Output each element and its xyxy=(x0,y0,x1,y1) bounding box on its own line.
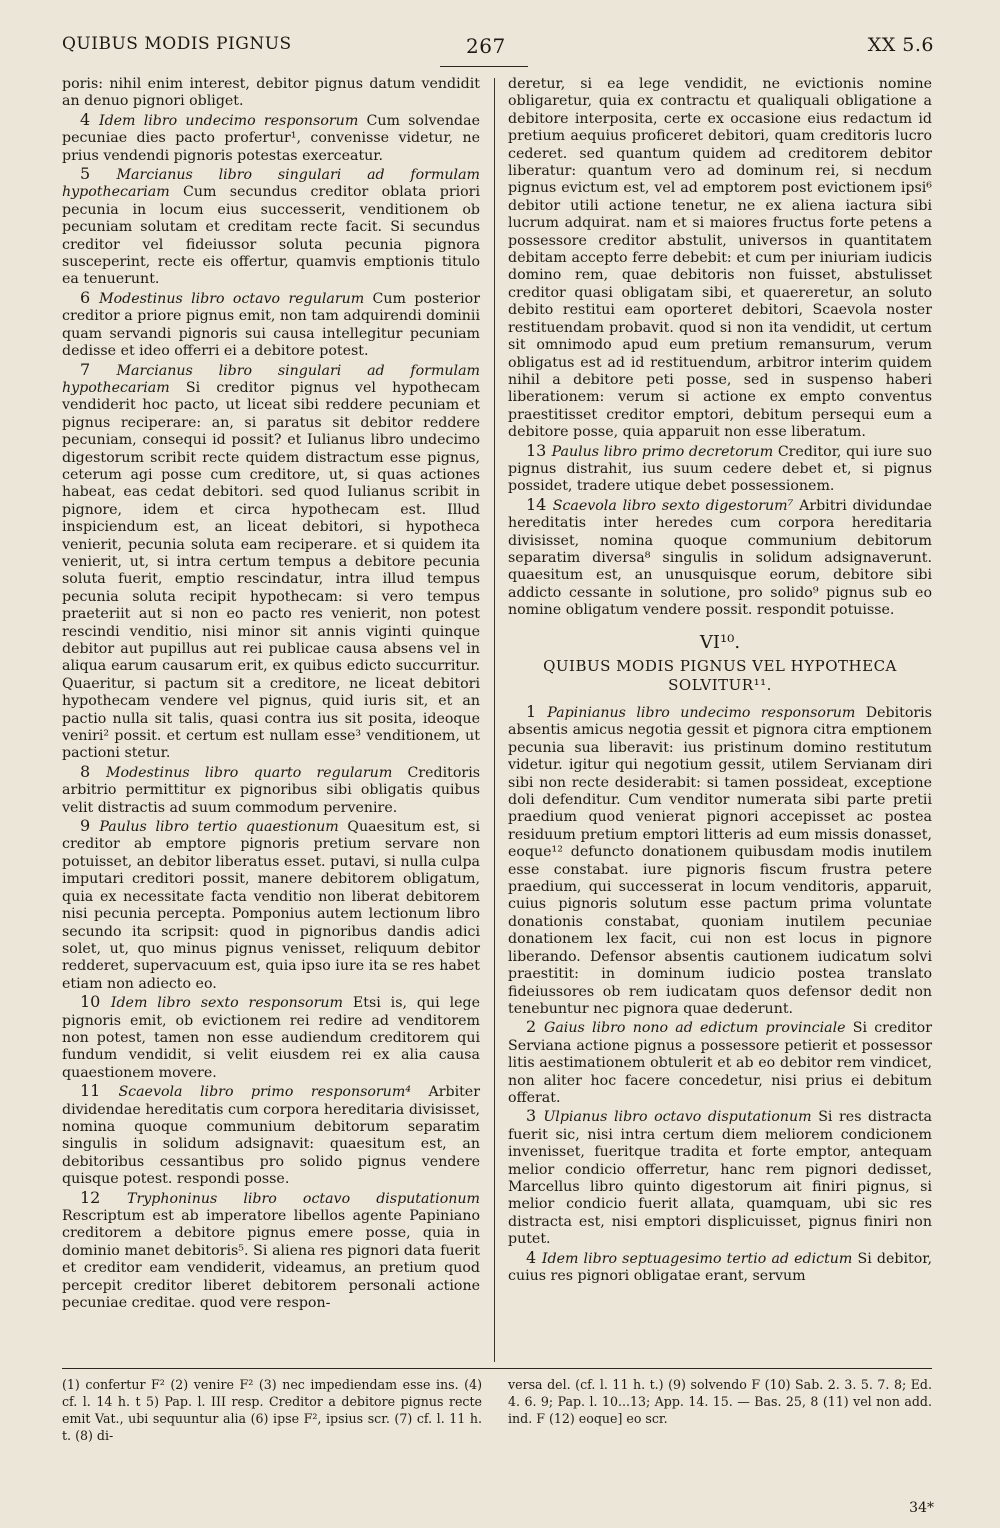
fragment-text: Debitoris absentis amicus negotia gessit et pignora citra emptionem pecunia sua liberavit: ius pristinum domino restitutum videtur. igitur qui negotium gessit, utilem Servianam diri sibi non recte desiderabit: si tamen possideat, exceptione doli defenditur. Cum venditor numerata sibi parte pretii praedium quod venierat pignori accepisset ac postea residuum pretium emptori litteris ad eum missis donasset, eoque¹² defuncto donationem quibusdam modis inutilem esse constabat. iure pignoris fiscum frustra petere praedium, qui successerat in locum venditoris, apparuit, cuius pignoris solutum esse pactum prima voluntate donationis constabat, quoniam inutilem pecuniae donationem lex facit, cui non est locus in pignore liberando. Defensor absentis cautionem iudicatum solvi praestitit: in dominum iudicio postea translato fideiussores ob rem iudicatam quos defensor dedit non tenebuntur nec pignora quae dederunt. xyxy=(508,705,932,1017)
fragment-number: 8 xyxy=(80,761,106,781)
fragment-text: Creditoris arbitrio permittitur ex pignoribus sibi obligatis quibus velit distractis ad suum commodum pervenire. xyxy=(62,764,481,816)
fragment-source: Marcianus libro singulari ad formulam hypothecariam xyxy=(62,167,480,201)
section-reference: XX 5.6 xyxy=(867,34,934,56)
signature-mark: 34* xyxy=(909,1500,934,1516)
right-column xyxy=(508,76,932,1285)
fragment-text: deretur, si ea lege vendidit, ne evictionis nomine obligaretur, quia ex contractu et qualiquali obligatione a debitore interposita, certe ex occasione eius redactum id pretium aequius proficeret debitori, quam creditoris lucro cederet. sed quantum quidem ad creditorem debitor liberatur: quantum vero ad dominum rei, si necdum pignus evictum est, vel ad emptorem post evictionem ipsi⁶ debitor utili actione tenetur, ne ex aliena iactura sibi lucrum adquirat. nam et si maiores fructus forte petens a possessore creditor abstulit, universos in quantitatem debitam accepto ferre debebit: et cum per iniuriam iudicis domino rem, quae debitoris non fuisset, abstulisset creditor quasi obligatam sibi, et quaereretur, an soluto debito restitui eam oporteret debitori, Scaevola noster restituendam probavit. quod si non ita vendidit, ut certum sit omnimodo apud eum pretium remansurum, verum obligatus est ad id restituendum, arbitror interim quidem nihil a debitore peti posse, sed in suspenso haberi liberationem: verum si actione ex empto conventus praestitisset creditor emptori, debitum persequi eum a debitore posse, quia apparuit non esse liberatum. xyxy=(508,76,932,441)
fragment-text: Si creditor Serviana actione pignus a possessore petierit et possessor litis aestimationem obtulerit et ab eo debitor rem vindicet, non aliter hoc facere concedetur, nisi prius ei debitum offerat. xyxy=(508,1020,933,1106)
fragment-number: 7 xyxy=(80,359,117,379)
fragment-source: Paulus libro tertio quaestionum xyxy=(99,819,339,836)
fragment-paragraph xyxy=(62,1082,480,1188)
fragment-source: Papinianus libro undecimo responsorum xyxy=(547,705,856,721)
fragment-paragraph xyxy=(508,1249,932,1286)
fragment-number: 1 xyxy=(526,702,548,721)
column-divider xyxy=(494,78,495,1362)
fragment-source: Gaius libro nono ad edictum provinciale xyxy=(544,1020,846,1037)
footnotes-right: versa del. (cf. l. 11 h. t.) (9) solvendo F (10) Sab. 2. 3. 5. 7. 8; Ed. 4. 6. 9; Pap. l. 10...13; App. 14. 15. — Bas. 25, 8 (11) vel non add. ind. F (12) eoque] eo scr. xyxy=(508,1377,932,1426)
fragment-source: Scaevola libro primo responsorum⁴ xyxy=(118,1084,411,1101)
fragment-source: Ulpianus libro octavo disputationum xyxy=(543,1109,812,1126)
fragment-number: 14 xyxy=(526,494,553,514)
fragment-paragraph xyxy=(508,442,932,496)
fragment-source: Modestinus libro octavo regularum xyxy=(99,290,365,307)
fragment-number: 4 xyxy=(526,1247,542,1267)
fragment-number: 6 xyxy=(80,287,100,307)
fragment-number: 9 xyxy=(80,816,100,836)
fragment-text: Quaesitum est, si creditor ab emptore pignoris pretium servare non potuisset, an debitor liberatus esset. putavi, si nulla culpa imputari creditori possit, manere debitorem obligatum, quia ex necessitate facta venditio non liberat debitorem nisi pecunia percepta. Pomponius autem lectionum libro secundo ita scripsit: quod in pignoribus dandis adici solet, ut, quo minus pignus venisset, reliquum debitor redderet, supervacuum est, quia ipso iure ita se res habet etiam non adiecto eo. xyxy=(62,819,480,992)
page-number: 267 xyxy=(466,34,506,58)
section-title-block xyxy=(508,631,932,695)
fragment-text: Si res distracta fuerit sic, nisi intra certum diem meliorem condicionem invenisset, fueritque tradita et forte emptor, antequam melior condicio offerretur, hanc rem pignori dedisset, Marcellus libro quinto digestorum ait finiri pignus, si melior condicio fuerit allata, quamquam, ubi sic res distracta est, nisi emptori displicuisset, pignus finiri non putet. xyxy=(508,1109,932,1248)
right-column-bottom xyxy=(508,703,932,1285)
fragment-source: Idem libro sexto responsorum xyxy=(110,995,343,1012)
fragment-number: 4 xyxy=(80,109,99,129)
section-number: VI¹⁰. xyxy=(699,631,741,653)
fragment-paragraph xyxy=(62,1189,480,1313)
fragment-paragraph xyxy=(508,703,932,1018)
fragment-paragraph xyxy=(62,111,480,165)
fragment-source: Scaevola libro sexto digestorum⁷ xyxy=(552,497,794,514)
header-rule xyxy=(440,66,528,67)
fragment-text: Arbitri dividundae hereditatis inter heredes cum corpora hereditaria divisisset, nomina quoque communium debitorum separatim diversa⁸ singulis in solidum adsignaverunt. quaesitum est, an unusquisque eorum, debitore sibi addicto cessante in solutione, pro solido⁹ pignus sub eo nomine obligatum vendere possit. respondit potuisse. xyxy=(508,497,933,619)
fragment-number: 12 xyxy=(80,1187,128,1207)
fragment-source: Tryphoninus libro octavo disputationum xyxy=(127,1190,480,1207)
fragment-text: Rescriptum est ab imperatore libellos agente Papiniano creditorem a debitore pignus emere posse, quia in dominio manet debitoris⁵. Si aliena res pignori data fuerit et creditor eam vendiderit, videamus, an pretium quod percepit creditor liberet debitorem personali actione pecuniae creditae. quod vere respon- xyxy=(62,1208,480,1312)
fragment-source: Idem libro undecimo responsorum xyxy=(98,112,359,129)
fragment-text: Cum solvendae pecuniae dies pacto profertur¹, convenisse videtur, ne prius vendendi pignoris potestas exerceatur. xyxy=(62,112,480,164)
fragment-text: Cum posterior creditor a priore pignus emit, non tam adquirendi dominii quam servandi pignoris sui causa intellegitur pecuniam dedisse et ideo offerri ei a debitore potest. xyxy=(62,290,480,360)
footnotes-left: (1) confertur F² (2) venire F² (3) nec impediendam esse ins. (4) cf. l. 14 h. t 5) Pap. l. III resp. Creditor a debitore pignus recte emit Vat., ubi sequuntur alia (6) ipse F², ipsius scr. (7) cf. l. 11 h. t. (8) di- xyxy=(62,1377,482,1443)
fragment-number: 5 xyxy=(80,164,117,184)
section-title: QUIBUS MODIS PIGNUS VEL HYPOTHECA SOLVITUR¹¹. xyxy=(543,657,897,694)
right-column-top xyxy=(508,76,932,620)
fragment-paragraph xyxy=(62,993,480,1082)
fragment-text: poris: nihil enim interest, debitor pignus datum vendidit an denuo pignori obliget. xyxy=(62,76,480,110)
fragment-source: Paulus libro primo decretorum xyxy=(551,443,774,460)
fragment-paragraph xyxy=(508,1107,932,1248)
fragment-paragraph xyxy=(62,361,480,763)
fragment-source: Marcianus libro singulari ad formulam hypothecariam xyxy=(62,362,480,396)
fragment-number: 10 xyxy=(80,992,111,1012)
fragment-paragraph xyxy=(508,76,932,442)
fragment-text: Etsi is, qui lege pignoris emit, ob evictionem rei redire ad venditorem non potest, tamen non esse audiendum creditorem qui fundum vendidit, si velit eiusdem rei ex alia causa quaestionem movere. xyxy=(62,995,480,1081)
fragment-paragraph xyxy=(508,496,932,620)
fragment-text: Arbiter dividendae hereditatis cum corpora hereditaria divisisset, nomina quoque communium debitorum separatim singulis in solidum adsignavit: quaesitum est, an debitoribus cessantibus pro solido pignus vendere quisque potest. respondi posse. xyxy=(62,1084,480,1188)
fragment-paragraph xyxy=(62,763,480,817)
footnote-rule xyxy=(62,1368,932,1369)
fragment-text: Si debitor, cuius res pignori obligatae erant, servum xyxy=(508,1250,932,1284)
fragment-paragraph xyxy=(508,1018,932,1107)
fragment-paragraph xyxy=(62,817,480,993)
fragment-text: Si creditor pignus vel hypothecam vendiderit hoc pacto, ut liceat sibi reddere pecuniam et pignus reciperare: an, si paratus sit debitor reddere pecuniam, consequi id possit? et Iulianus libro undecimo digestorum scribit recte quidem distractum esse pignus, ceterum agi posse cum creditore, ut, si quas actiones habeat, eas cedat debitori. sed quod Iulianus scribit in pignore, idem et circa hypothecam est. Illud inspiciendum est, an liceat debitori, si hypotheca venierit, pecunia soluta eam reciperare. et si quidem ita venierit, ut, si intra certum tempus a debitore pecunia soluta fuerit, emptio rescindatur, intra illud tempus pecunia soluta recipit hypothecam: si vero tempus praeteriit aut si non eo pacto res venierit, non potest rescindi venditio, nisi minor sit annis viginti quinque debitor aut pupillus aut rei publicae causa absens vel in aliqua earum causarum erit, ex quibus edicto succurritur. Quaeritur, si pactum sit a creditore, ne liceat debitori hypothecam vendere vel pignus, quid iuris sit, et an pactio nulla sit talis, quasi contra ius sit posita, ideoque veniri² possit. et certum est nullam esse³ venditionem, ut pactioni stetur. xyxy=(62,379,480,762)
fragment-number: 11 xyxy=(80,1081,119,1101)
fragment-paragraph xyxy=(62,289,480,361)
fragment-text: Creditor, qui iure suo pignus distrahit, ius suum cedere debet et, si pignus possidet, tradere utique debet possessionem. xyxy=(508,443,932,495)
fragment-paragraph xyxy=(62,165,480,289)
left-column xyxy=(62,76,480,1312)
fragment-source: Modestinus libro quarto regularum xyxy=(106,764,393,781)
fragment-number: 3 xyxy=(526,1106,544,1126)
fragment-source: Idem libro septuagesimo tertio ad edictum xyxy=(541,1250,853,1267)
running-title: QUIBUS MODIS PIGNUS xyxy=(62,34,292,54)
fragment-paragraph xyxy=(62,76,480,111)
fragment-text: Cum secundus creditor oblata priori pecunia in locum eius successerit, venditionem ob pecuniam solutam et creditam recte facit. Si secundus creditor vel fideiussor soluta pecunia pignora susceperint, recte eis offertur, quamvis emptionis titulo ea tenuerunt. xyxy=(62,184,480,288)
fragment-number: 2 xyxy=(526,1017,544,1037)
fragment-number: 13 xyxy=(526,440,552,460)
